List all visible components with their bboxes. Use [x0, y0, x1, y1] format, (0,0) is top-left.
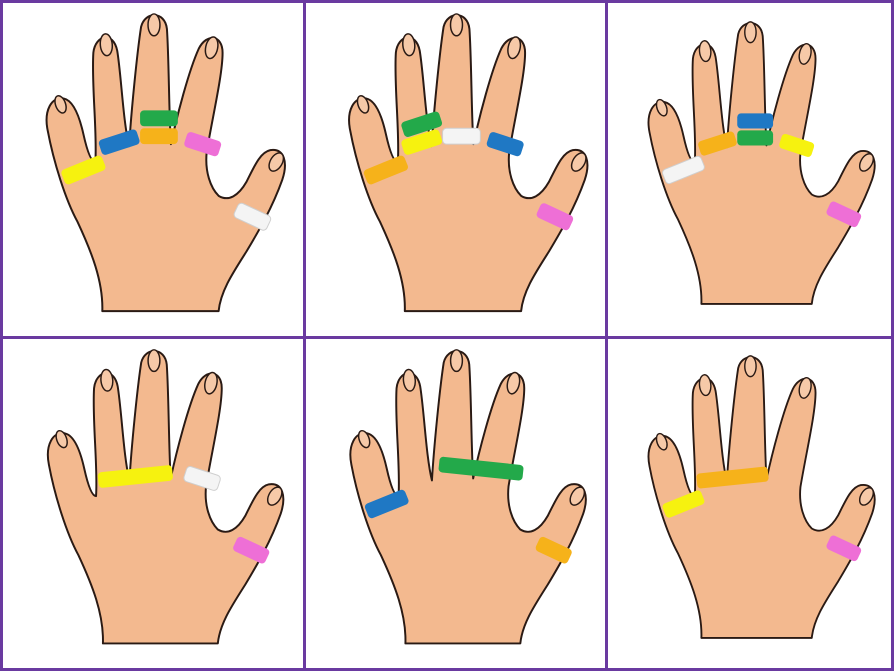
hand-illustration: [608, 3, 891, 336]
hand-panel-5: [303, 336, 608, 671]
ring-band-green: [140, 110, 178, 126]
fingernail: [745, 22, 756, 43]
ring-band-blue: [737, 113, 773, 128]
fingernail: [148, 14, 160, 36]
fingernail: [148, 350, 160, 372]
fingernail: [745, 356, 756, 377]
ring-band-green: [737, 130, 773, 145]
ring-band-white: [443, 128, 481, 144]
fingernail: [451, 14, 463, 36]
hand-illustration: [306, 339, 605, 668]
hand-panel-6: [605, 336, 894, 671]
hand-shape: [48, 351, 283, 643]
hand-illustration: [3, 339, 303, 668]
hand-panel-3: [605, 0, 894, 339]
hand-illustration: [306, 3, 605, 336]
hand-panel-2: [303, 0, 608, 339]
hand-illustration: [608, 339, 891, 668]
ring-band-orange: [140, 128, 178, 144]
hand-panel-4: [0, 336, 306, 671]
hand-panel-1: [0, 0, 306, 339]
fingernail: [451, 350, 463, 372]
hand-illustration: [3, 3, 303, 336]
